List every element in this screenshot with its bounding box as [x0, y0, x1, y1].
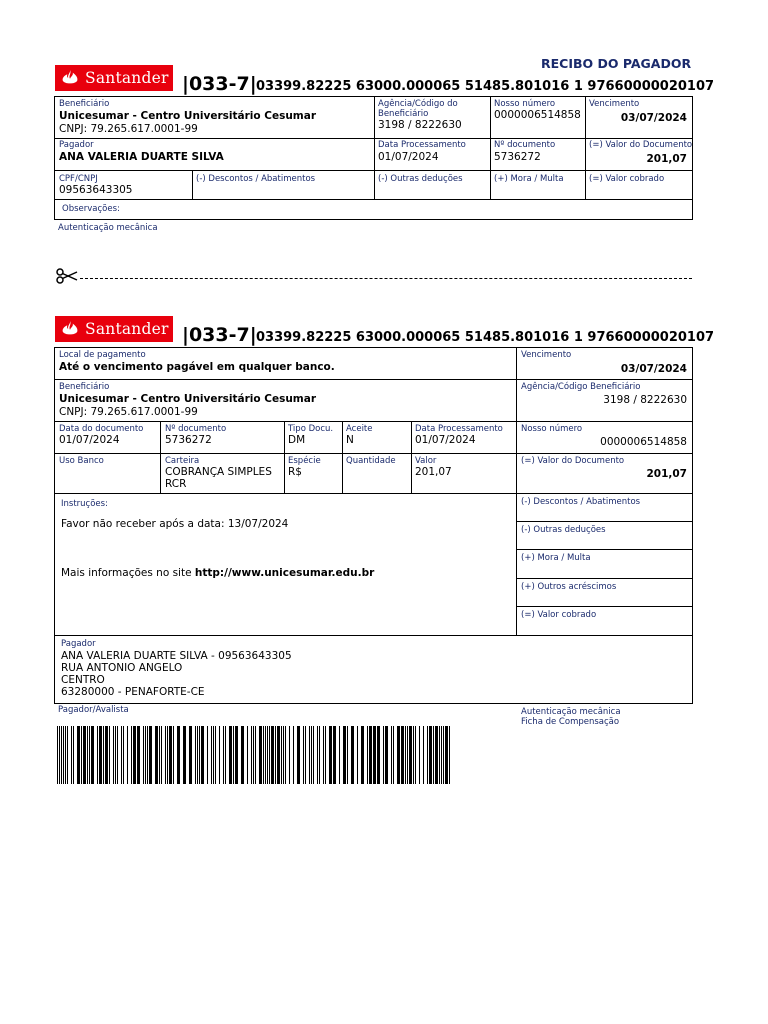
receipt-beneficiario-label: Beneficiário [59, 99, 110, 109]
receipt-beneficiario-name: Unicesumar - Centro Universitário Cesumar [59, 110, 317, 122]
slip-carteira-value1: COBRANÇA SIMPLES [165, 466, 272, 478]
slip-instrucoes-label: Instruções: [61, 499, 108, 509]
slip-instrucao-2: Mais informações no site http://www.unicesumar.edu.br [61, 567, 375, 579]
receipt-valor-doc-label: (=) Valor do Documento [589, 140, 693, 150]
receipt-num-doc-label: Nº documento [494, 140, 556, 150]
receipt-valor-doc-value: 201,07 [646, 153, 687, 165]
bank-code: |033-7| [182, 73, 257, 95]
bank-logo [55, 65, 173, 91]
slip-carteira-label: Carteira [165, 456, 200, 466]
slip-especie-label: Espécie [288, 456, 321, 466]
receipt-title: RECIBO DO PAGADOR [541, 56, 692, 71]
santander-flame-icon [61, 69, 79, 87]
slip-autent-label: Autenticação mecânica [521, 707, 621, 717]
cut-line [80, 278, 692, 279]
slip-pagador-line1: ANA VALERIA DUARTE SILVA - 09563643305 [61, 650, 292, 662]
slip-data-proc-label: Data Processamento [415, 424, 503, 434]
slip-nosso-numero-label: Nosso número [521, 424, 583, 434]
slip-local-value: Até o vencimento pagável em qualquer banco. [59, 361, 335, 373]
slip-pagador-line3: CENTRO [61, 674, 105, 686]
slip-num-doc-value: 5736272 [165, 434, 212, 446]
slip-valor-value: 201,07 [415, 466, 452, 478]
slip-tipo-doc-value: DM [288, 434, 306, 446]
slip-cobrado-label: (=) Valor cobrado [521, 610, 597, 620]
receipt-beneficiario-cnpj: CNPJ: 79.265.617.0001-99 [59, 123, 198, 135]
slip-especie-value: R$ [288, 466, 302, 478]
receipt-cpf-label: CPF/CNPJ [59, 174, 98, 184]
digitable-line-slip: 03399.82225 63000.000065 51485.801016 1 97660000020107 [256, 330, 715, 345]
bank-logo-slip [55, 316, 173, 342]
slip-avalista-label: Pagador/Avalista [58, 705, 129, 715]
slip-data-doc-label: Data do documento [59, 424, 144, 434]
slip-carteira-value2: RCR [165, 478, 187, 490]
slip-aceite-value: N [346, 434, 354, 446]
slip-vencimento-value: 03/07/2024 [620, 363, 687, 375]
receipt-cpf-value: 09563643305 [59, 184, 133, 196]
slip-acrescimos-label: (+) Outros acréscimos [521, 582, 617, 592]
receipt-nosso-numero-label: Nosso número [494, 99, 556, 109]
receipt-vencimento-value: 03/07/2024 [620, 112, 687, 124]
slip-instrucao-1: Favor não receber após a data: 13/07/2024 [61, 518, 289, 530]
bank-name-slip: Santander [85, 320, 169, 338]
unicesumar-link[interactable]: http://www.unicesumar.edu.br [194, 567, 375, 579]
slip-valor-label: Valor [415, 456, 437, 466]
receipt-num-doc-value: 5736272 [494, 151, 541, 163]
slip-outras-label: (-) Outras deduções [521, 525, 606, 535]
santander-flame-icon [61, 320, 79, 338]
receipt-nosso-numero-value: 0000006514858 [494, 109, 581, 121]
receipt-obs-label: Observações: [62, 204, 120, 214]
slip-tipo-doc-label: Tipo Docu. [288, 424, 334, 434]
slip-uso-banco-label: Uso Banco [59, 456, 104, 466]
slip-beneficiario-label: Beneficiário [59, 382, 110, 392]
digitable-line: 03399.82225 63000.000065 51485.801016 1 97660000020107 [256, 79, 715, 94]
receipt-autent-label: Autenticação mecânica [58, 223, 158, 233]
receipt-mora-label: (+) Mora / Multa [494, 174, 564, 184]
slip-valor-doc-label: (=) Valor do Documento [521, 456, 625, 466]
receipt-outras-label: (-) Outras deduções [378, 174, 463, 184]
scissors-icon [56, 268, 78, 284]
slip-beneficiario-cnpj: CNPJ: 79.265.617.0001-99 [59, 406, 198, 418]
slip-mora-label: (+) Mora / Multa [521, 553, 591, 563]
slip-data-proc-value: 01/07/2024 [415, 434, 476, 446]
receipt-pagador-label: Pagador [59, 140, 94, 150]
slip-valor-doc-value: 201,07 [646, 468, 687, 480]
slip-pagador-label: Pagador [61, 639, 96, 649]
slip-quantidade-label: Quantidade [346, 456, 396, 466]
receipt-data-proc-value: 01/07/2024 [378, 151, 439, 163]
receipt-descontos-label: (-) Descontos / Abatimentos [196, 174, 316, 184]
slip-agencia-label: Agência/Código Beneficiário [521, 382, 641, 392]
slip-data-doc-value: 01/07/2024 [59, 434, 120, 446]
slip-agencia-value: 3198 / 8222630 [603, 394, 687, 406]
bank-code-slip: |033-7| [182, 324, 257, 346]
slip-vencimento-label: Vencimento [521, 350, 572, 360]
slip-pagador-line2: RUA ANTONIO ANGELO [61, 662, 183, 674]
slip-nosso-numero-value: 0000006514858 [600, 436, 687, 448]
slip-aceite-label: Aceite [346, 424, 373, 434]
receipt-agencia-value: 3198 / 8222630 [378, 119, 462, 131]
receipt-cobrado-label: (=) Valor cobrado [589, 174, 665, 184]
receipt-data-proc-label: Data Processamento [378, 140, 466, 150]
slip-ficha-label: Ficha de Compensação [521, 717, 620, 727]
bank-name: Santander [85, 69, 169, 87]
slip-pagador-line4: 63280000 - PENAFORTE-CE [61, 686, 205, 698]
receipt-pagador-name: ANA VALERIA DUARTE SILVA [59, 151, 224, 163]
receipt-agencia-label: Agência/Código do Beneficiário [378, 99, 458, 119]
receipt-vencimento-label: Vencimento [589, 99, 640, 109]
slip-num-doc-label: Nº documento [165, 424, 227, 434]
barcode [57, 726, 451, 784]
slip-beneficiario-name: Unicesumar - Centro Universitário Cesumar [59, 393, 317, 405]
slip-descontos-label: (-) Descontos / Abatimentos [521, 497, 641, 507]
slip-local-label: Local de pagamento [59, 350, 146, 360]
